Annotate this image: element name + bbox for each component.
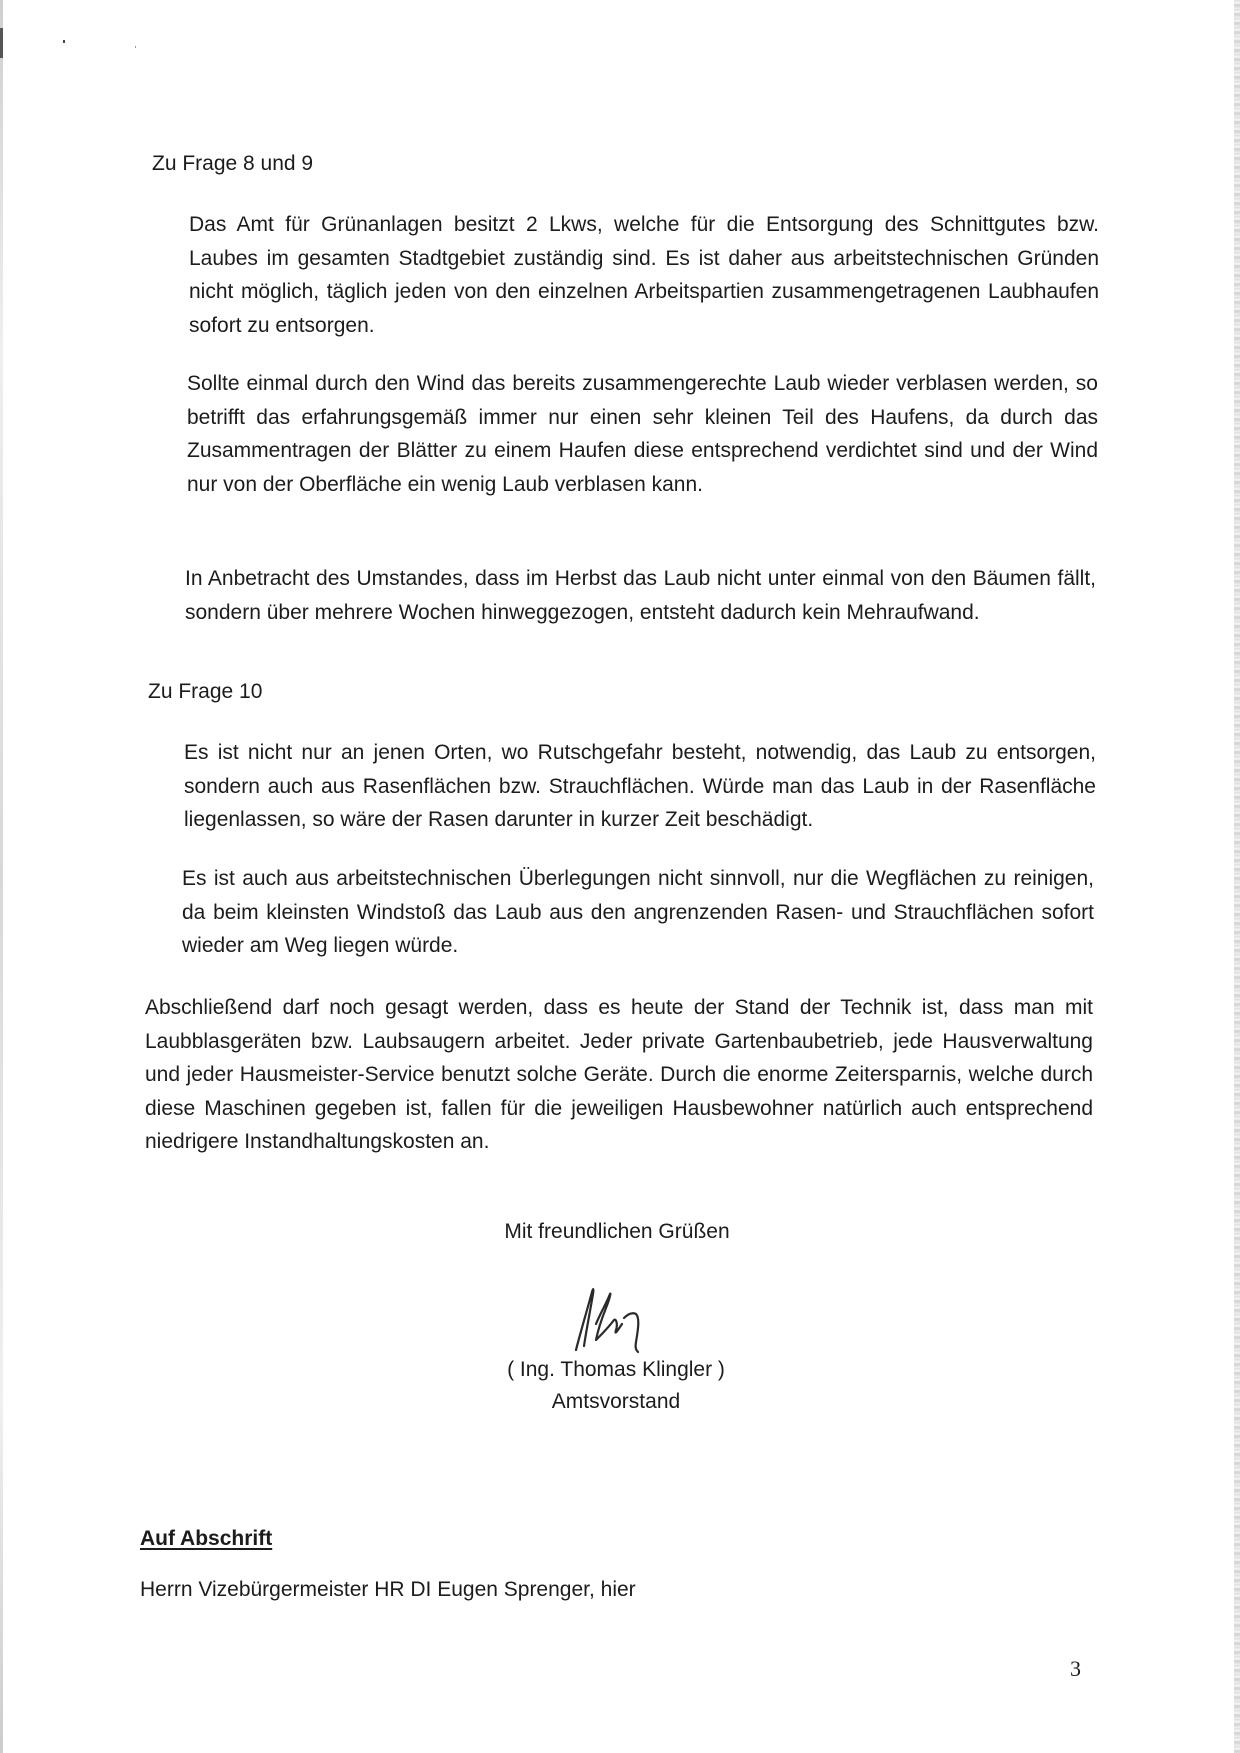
scan-edge-right: [1234, 0, 1240, 1753]
paragraph-herbst-laub: In Anbetracht des Umstandes, dass im Herbst das Laub nicht unter einmal von den Bäumen fällt, sondern über mehrere Wochen hinweggezogen, entsteht dadurch kein Mehraufwand.: [185, 567, 1096, 624]
signatory-title: Amtsvorstand: [551, 1390, 681, 1413]
signatory-name: ( Ing. Thomas Klingler ): [507, 1358, 725, 1381]
copy-recipient: Herrn Vizebürgermeister HR DI Eugen Sprenger, hier: [140, 1578, 636, 1601]
paragraph-rutschgefahr: Es ist nicht nur an jenen Orten, wo Rutschgefahr besteht, notwendig, das Laub zu entsorgen, sondern auch aus Rasenflächen bzw. Strauchflächen. Würde man das Laub in der Rasenfläche liegenlassen, so wäre der Rasen darunter in kurzer Zeit beschädigt.: [184, 741, 1096, 831]
salutation: Mit freundlichen Grüßen: [504, 1220, 730, 1243]
scan-mark: [0, 28, 3, 58]
paragraph-lkw-entsorgung: Das Amt für Grünanlagen besitzt 2 Lkws, welche für die Entsorgung des Schnittgutes bzw. Laubes im gesamten Stadtgebiet zuständig sind. Es ist daher aus arbeitstechnischen Gründen nicht möglich, täglich jeden von den einzelnen Arbeitspartien zusammengetragenen Laubhaufen sofort zu entsorgen.: [189, 213, 1099, 337]
scan-speck: [63, 40, 65, 43]
scan-edge-left: [0, 0, 3, 1753]
section-heading-frage-10: Zu Frage 10: [148, 680, 263, 703]
scan-speck: [135, 46, 136, 48]
page-number: 3: [1070, 1656, 1081, 1681]
section-heading-frage-8-9: Zu Frage 8 und 9: [152, 152, 314, 175]
handwritten-signature: [566, 1284, 648, 1354]
paragraph-wind-verblasen: Sollte einmal durch den Wind das bereits zusammengerechte Laub wieder verblasen werden, so betrifft das erfahrungsgemäß immer nur einen sehr kleinen Teil des Haufens, da durch das Zusammentragen der Blätter zu einem Haufen diese entsprechend verdichtet sind und der Wind nur von der Oberfläche ein wenig Laub verblasen kann.: [187, 372, 1098, 496]
paragraph-abschliessend: Abschließend darf noch gesagt werden, dass es heute der Stand der Technik ist, dass man mit Laubblasgeräten bzw. Laubsaugern arbeitet. Jeder private Gartenbaubetrieb, jede Hausverwaltung und jeder Hausmeister-Service benutzt solche Geräte. Durch die enorme Zeitersparnis, welche durch diese Maschinen gegeben ist, fallen für die jeweiligen Hausbewohner natürlich auch entsprechend niedrigere Instandhaltungskosten an.: [145, 996, 1093, 1153]
paragraph-wegflaechen: Es ist auch aus arbeitstechnischen Überlegungen nicht sinnvoll, nur die Wegflächen zu reinigen, da beim kleinsten Windstoß das Laub aus den angrenzenden Rasen- und Strauchflächen sofort wieder am Weg liegen würde.: [182, 867, 1094, 957]
copy-heading: Auf Abschrift: [140, 1527, 273, 1550]
